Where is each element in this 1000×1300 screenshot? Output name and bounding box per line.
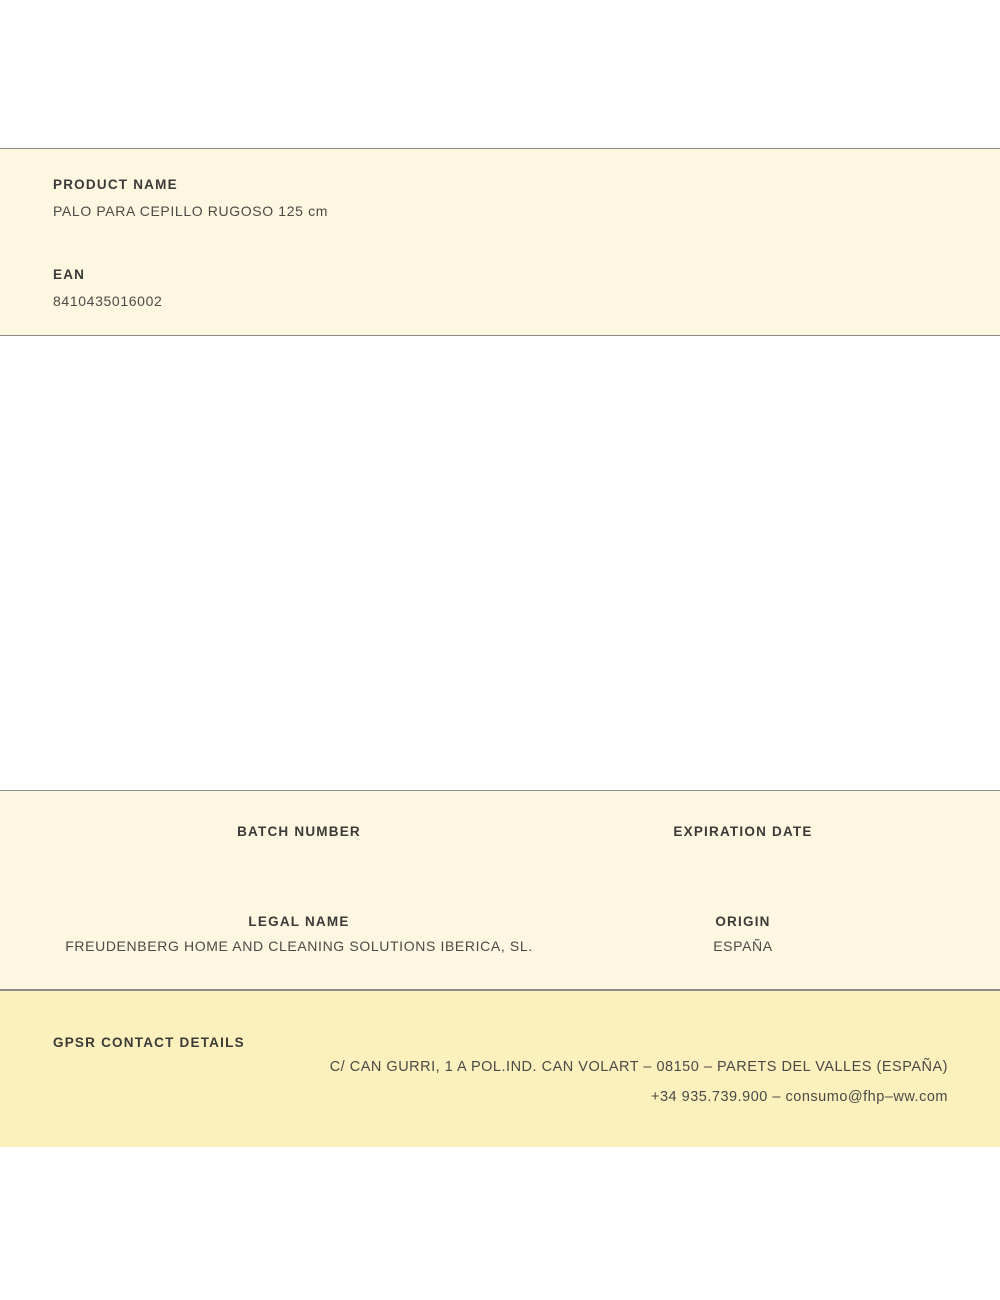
origin-value: ESPAÑA: [713, 938, 773, 954]
origin-label: ORIGIN: [715, 914, 771, 929]
expiration-date-label: EXPIRATION DATE: [673, 824, 813, 839]
gpsr-contact-values: [330, 1059, 948, 1105]
gpsr-contact-label: GPSR CONTACT DETAILS: [53, 1035, 245, 1050]
gpsr-address-value: C/ CAN GURRI, 1 A POL.IND. CAN VOLART – 08150 – PARETS DEL VALLES (ESPAÑA): [329, 1059, 948, 1075]
product-identification-section: [0, 148, 1000, 336]
ean-field: [53, 267, 162, 309]
legal-name-field: [0, 914, 598, 954]
batch-number-label: BATCH NUMBER: [237, 824, 361, 839]
gpsr-phone-email-value: +34 935.739.900 – consumo@fhp–ww.com: [651, 1089, 948, 1105]
legal-name-label: LEGAL NAME: [248, 914, 350, 929]
traceability-section: [0, 790, 1000, 990]
ean-label: EAN: [53, 267, 86, 282]
product-name-value: PALO PARA CEPILLO RUGOSO 125 cm: [53, 203, 328, 219]
origin-field: [598, 914, 888, 954]
gpsr-contact-section: [0, 990, 1000, 1147]
ean-value: 8410435016002: [53, 293, 163, 309]
blank-content-area: [0, 336, 1000, 790]
expiration-date-field: [598, 824, 888, 864]
legal-name-value: FREUDENBERG HOME AND CLEANING SOLUTIONS IBERICA, SL.: [65, 938, 533, 954]
product-name-label: PRODUCT NAME: [53, 177, 178, 192]
product-name-field: [53, 177, 328, 219]
traceability-grid: [0, 791, 1000, 989]
batch-number-field: [0, 824, 598, 864]
